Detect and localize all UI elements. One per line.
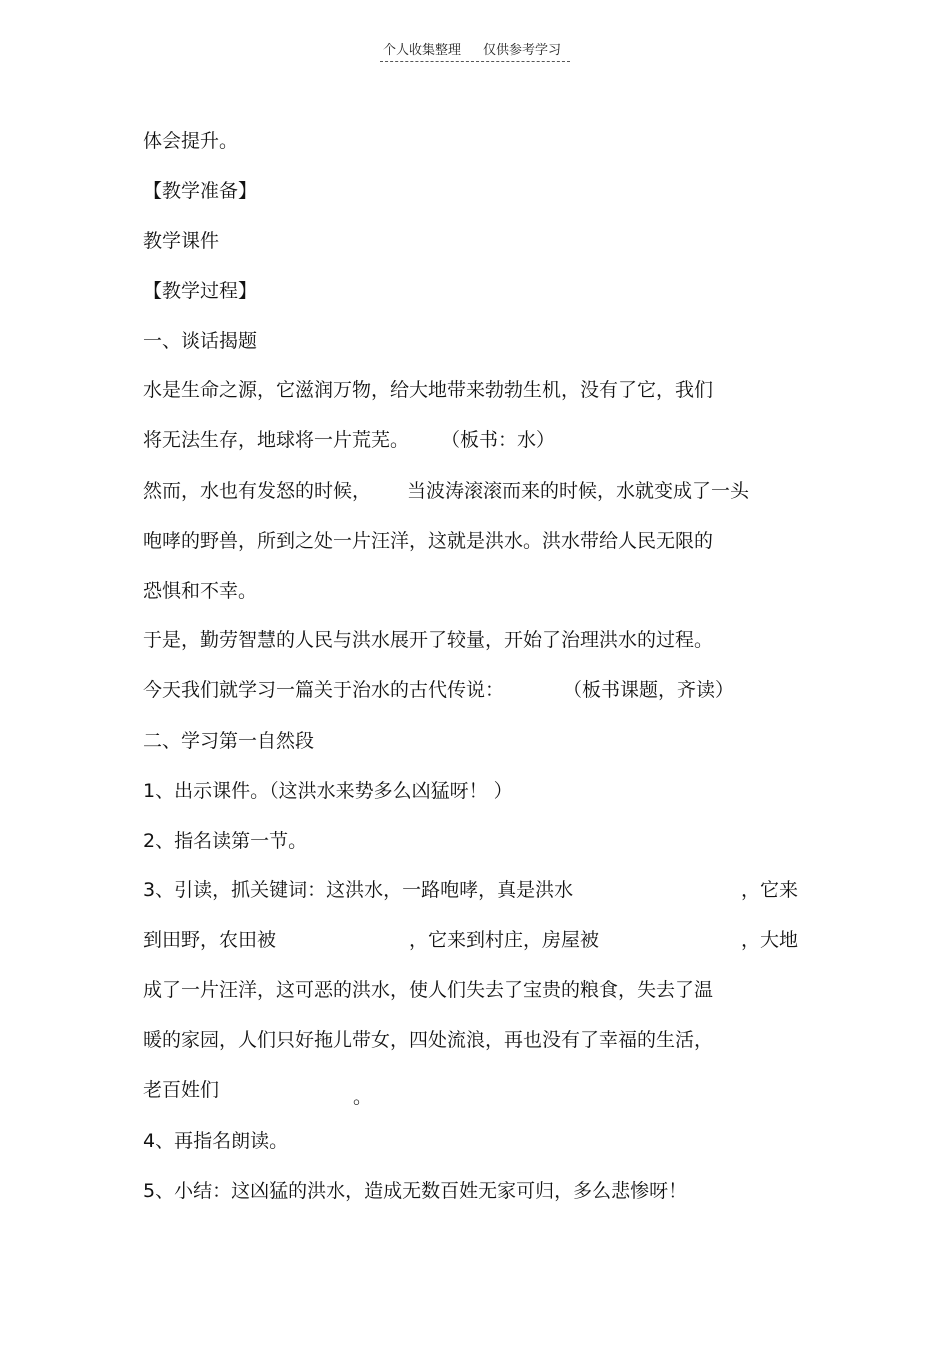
line-text: 将无法生存，地球将一片荒芜。 bbox=[143, 429, 410, 451]
line-text: 然而，水也有发怒的时候， bbox=[143, 480, 372, 502]
paragraph-line: 咆哮的野兽，所到之处一片汪洋，这就是洪水。洪水带给人民无限的 bbox=[143, 530, 714, 552]
paragraph-line: 教学课件 bbox=[143, 230, 220, 252]
section-heading-process: 【教学过程】 bbox=[143, 280, 258, 302]
paragraph-line bbox=[143, 427, 843, 453]
list-item: 2、指名读第一节。 bbox=[143, 830, 308, 852]
paragraph-line: 成了一片汪洋，这可恶的洪水，使人们失去了宝贵的粮食，失去了温 bbox=[143, 979, 714, 1001]
section-heading-intro: 一、谈话揭题 bbox=[143, 330, 258, 352]
list-item: 1、出示课件。（这洪水来势多么凶猛呀！ ） bbox=[143, 780, 513, 802]
line-text: 今天我们就学习一篇关于治水的古代传说： bbox=[143, 679, 505, 701]
section-heading-study: 二、学习第一自然段 bbox=[143, 730, 315, 752]
line-text: 到田野，农田被 bbox=[143, 929, 277, 951]
paragraph-line: 暖的家园，人们只好拖儿带女，四处流浪，再也没有了幸福的生活， bbox=[143, 1029, 714, 1051]
paragraph-line: 于是，勤劳智慧的人民与洪水展开了较量，开始了治理洪水的过程。 bbox=[143, 629, 714, 651]
header-right-text: 仅供参考学习 bbox=[483, 43, 562, 58]
paragraph-line bbox=[143, 478, 843, 504]
header-left-text: 个人收集整理 bbox=[383, 43, 462, 58]
board-note: （板书：水） bbox=[441, 429, 556, 451]
paragraph-line bbox=[143, 927, 843, 953]
paragraph-line: 恐惧和不幸。 bbox=[143, 580, 258, 602]
line-text: 老百姓们 bbox=[143, 1079, 220, 1101]
list-item bbox=[143, 877, 843, 903]
board-note: （板书课题，齐读） bbox=[563, 679, 735, 701]
paragraph-line bbox=[143, 1077, 843, 1108]
line-text: ，它来到村庄，房屋被 bbox=[409, 929, 600, 951]
paragraph-line: 水是生命之源，它滋润万物，给大地带来勃勃生机，没有了它，我们 bbox=[143, 379, 714, 401]
list-item: 5、小结：这凶猛的洪水，造成无数百姓无家可归，多么悲惨呀！ bbox=[143, 1180, 688, 1202]
line-text: 当波涛滚滚而来的时候，水就变成了一头 bbox=[407, 480, 750, 502]
line-text: ，它来 bbox=[741, 879, 799, 901]
line-text: ，大地 bbox=[741, 929, 799, 951]
line-text: 3、引读，抓关键词：这洪水，一路咆哮，真是洪水 bbox=[143, 879, 574, 901]
paragraph-line: 体会提升。 bbox=[143, 130, 239, 152]
section-heading-preparation: 【教学准备】 bbox=[143, 180, 258, 202]
list-item: 4、再指名朗读。 bbox=[143, 1130, 289, 1152]
paragraph-line bbox=[143, 677, 843, 703]
line-text: 。 bbox=[353, 1086, 373, 1108]
